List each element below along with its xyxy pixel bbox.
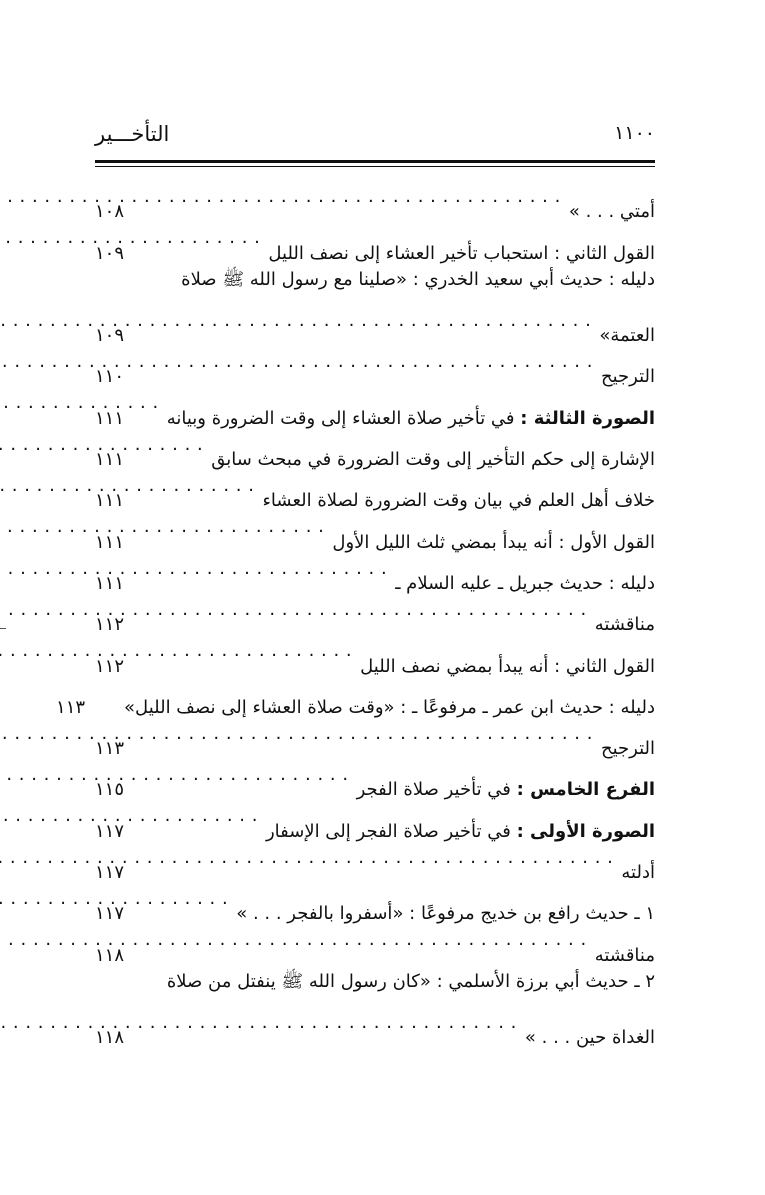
entry-text: مناقشته <box>594 944 655 966</box>
dot-leader <box>159 300 595 341</box>
toc-entry <box>95 919 655 966</box>
table-of-contents <box>56 176 655 1049</box>
dot-leader <box>159 837 617 878</box>
toc-entry <box>95 382 655 429</box>
toc-entry <box>95 341 655 388</box>
dot-leader <box>159 382 163 423</box>
entry-text: الترجيح <box>600 738 655 760</box>
entry-subtext: في تأخير صلاة الفجر <box>356 779 517 801</box>
dot-leader <box>159 506 328 547</box>
entry-page: ١٠٨ <box>95 201 125 223</box>
dot-leader <box>159 630 356 671</box>
page-number: ١١٠٠ <box>614 122 655 144</box>
entry-text <box>163 398 655 439</box>
entry-text: الترجيح <box>600 366 655 388</box>
toc-entry <box>95 259 655 300</box>
entry-page: ١١٧ <box>95 903 125 925</box>
entry-heading: الصورة الثالثة : <box>520 407 655 429</box>
entry-heading: الصورة الأولى : <box>516 820 655 842</box>
toc-entry <box>95 589 655 636</box>
dot-leader <box>159 176 565 217</box>
entry-heading: الفرع الخامس : <box>516 779 655 801</box>
dot-leader <box>159 713 597 754</box>
toc-entry <box>95 837 655 884</box>
toc-entry <box>95 300 655 347</box>
toc-entry <box>95 878 655 925</box>
entry-page: ١١٣ <box>95 738 125 760</box>
entry-text: مناقشته <box>594 614 655 636</box>
entry-text: القول الأول : أنه يبدأ بمضي ثلث الليل الأول <box>332 531 655 553</box>
dot-leader <box>159 548 391 589</box>
running-title: التأخـــير <box>95 122 170 146</box>
entry-text: دليله : حديث أبي سعيد الخدري : «صلينا مع رسول الله ﷺ صلاة <box>181 268 655 290</box>
page-header <box>95 118 655 158</box>
entry-page: ١١٨ <box>95 1027 125 1049</box>
entry-subtext: في تأخير صلاة الفجر إلى الإسفار <box>265 820 517 842</box>
toc-entry <box>95 754 655 801</box>
header-rule-thin <box>95 166 655 167</box>
entry-page: ١١٨ <box>95 944 125 966</box>
entry-page: ١٠٩ <box>95 242 125 264</box>
dot-leader <box>159 754 353 795</box>
entry-page: ١١٧ <box>95 820 125 842</box>
entry-page: ١١١ <box>95 572 125 594</box>
entry-page: ١١١ <box>95 407 125 429</box>
dot-leader <box>159 919 591 960</box>
dot-leader <box>159 217 264 258</box>
entry-text: الغداة حين . . . » <box>524 1027 655 1049</box>
toc-entry <box>95 713 655 760</box>
entry-page: ١١١ <box>95 490 125 512</box>
entry-text: ٢ ـ حديث أبي برزة الأسلمي : «كان رسول الله ﷺ ينفتل من صلاة <box>166 970 655 992</box>
entry-text: القول الثاني : استحباب تأخير العشاء إلى نصف الليل <box>268 242 655 264</box>
entry-page: ١١١ <box>95 449 125 471</box>
entry-page: ١١٠ <box>95 366 125 388</box>
entry-page: ١١٥ <box>95 779 125 801</box>
entry-page: ١١١ <box>95 531 125 553</box>
dot-leader <box>159 589 591 630</box>
entry-page: ١٠٩ <box>95 325 125 347</box>
entry-text: أمتي . . . » <box>568 201 655 223</box>
entry-page: ١١٢ <box>95 655 125 677</box>
entry-text: خلاف أهل العلم في بيان وقت الضرورة لصلاة العشاء <box>262 490 655 512</box>
entry-text: العتمة» <box>599 325 655 347</box>
toc-entry <box>95 961 655 1002</box>
entry-text: دليله : حديث جبريل ـ عليه السلام ـ <box>395 572 655 594</box>
entry-text: أدلته <box>621 862 655 884</box>
dot-leader <box>159 465 258 506</box>
entry-text: دليله : حديث ابن عمر ـ مرفوعًا ـ : «وقت صلاة العشاء إلى نصف الليل» <box>124 696 655 718</box>
dot-leader <box>159 1002 521 1043</box>
entry-page: ١١٧ <box>95 862 125 884</box>
entry-subtext: في تأخير صلاة العشاء إلى وقت الضرورة وبيانه <box>166 407 521 429</box>
entry-page: ١١٣ <box>56 696 86 718</box>
toc-entry <box>95 176 655 223</box>
dot-leader <box>159 878 232 919</box>
entry-text <box>353 769 655 810</box>
dot-leader <box>159 424 207 465</box>
header-rule-thick <box>95 160 655 163</box>
entry-page: ١١٢ <box>95 614 125 636</box>
entry-text: الإشارة إلى حكم التأخير إلى وقت الضرورة في مبحث سابق <box>211 449 655 471</box>
toc-entry <box>95 1002 655 1049</box>
toc-entry <box>95 630 655 677</box>
dot-leader <box>159 795 262 836</box>
dot-leader <box>159 341 597 382</box>
entry-text: ١ ـ حديث رافع بن خديج مرفوعًا : «أسفروا بالفجر . . . » <box>236 903 655 925</box>
entry-text: القول الثاني : أنه يبدأ بمضي نصف الليل <box>360 655 655 677</box>
